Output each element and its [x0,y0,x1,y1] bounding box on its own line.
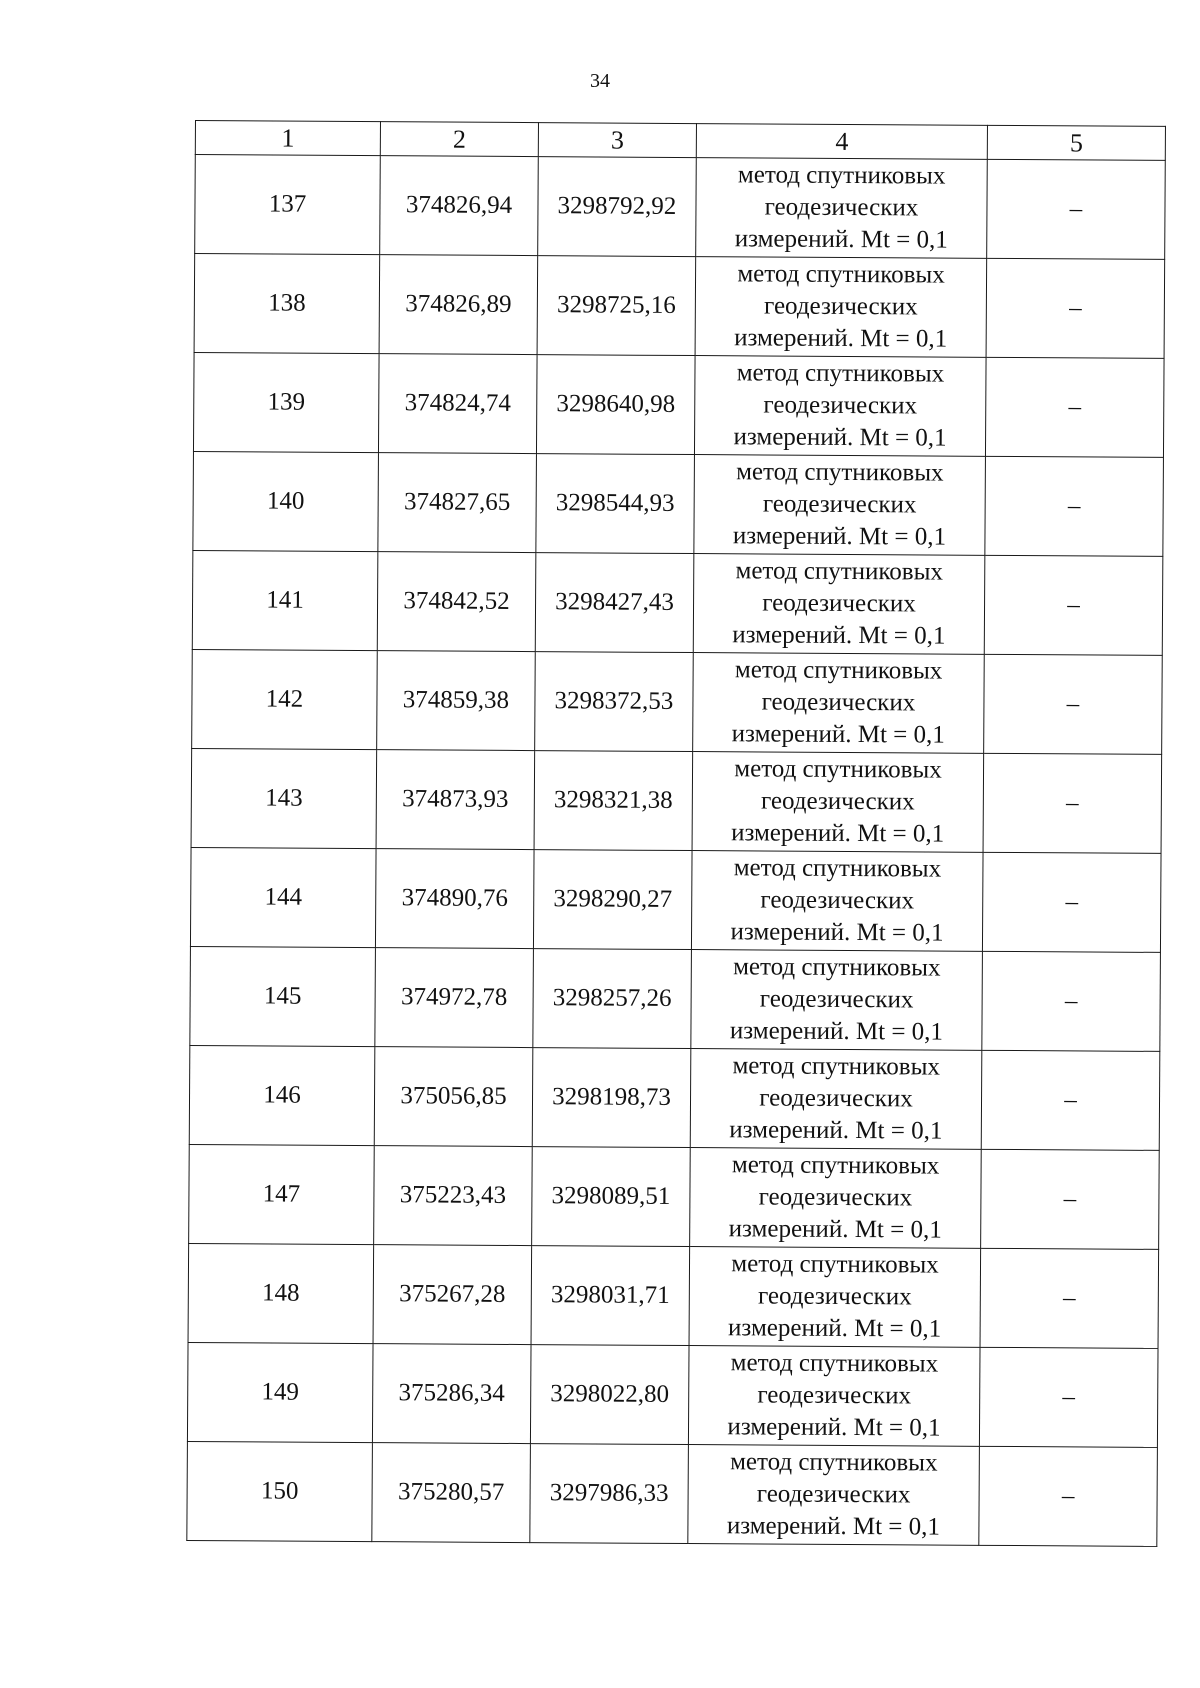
method-line: геодезических [756,1480,911,1509]
method-line: измерений. Mt = 0,1 [733,423,947,452]
table-row [193,352,1164,457]
y-coordinate-cell: 3298427,43 [535,553,694,653]
method-cell [688,1445,980,1546]
description-dash-cell: – [987,159,1166,259]
y-coordinate-cell: 3298372,53 [535,652,694,752]
table-row [193,451,1164,556]
method-cell [693,554,985,655]
method-line: метод спутниковых [734,755,942,784]
method-cell [689,1247,981,1348]
table-row [190,847,1161,952]
method-line: геодезических [762,490,917,519]
point-number-cell: 142 [192,649,378,749]
description-dash-cell: – [984,654,1163,754]
description-dash-cell: – [983,753,1162,853]
method-cell [693,653,985,754]
method-line: измерений. Mt = 0,1 [727,1413,941,1442]
table-row [192,649,1163,754]
method-line: метод спутниковых [731,1250,939,1279]
method-line: метод спутниковых [736,359,945,388]
method-line: метод спутниковых [733,953,941,982]
description-dash-cell: – [985,456,1164,556]
page-number: 34 [590,70,610,92]
method-cell [688,1346,980,1447]
table-row [187,1441,1158,1546]
method-line: измерений. Mt = 0,1 [730,918,944,947]
point-number-cell: 144 [190,847,376,947]
point-number-cell: 141 [192,550,378,650]
method-cell [690,1049,982,1150]
point-number-cell: 138 [194,254,380,354]
method-line: измерений. Mt = 0,1 [732,522,947,551]
method-line: геодезических [759,1084,913,1113]
method-line: геодезических [758,1183,913,1212]
method-line: геодезических [760,787,915,816]
method-line: геодезических [759,985,914,1014]
column-header: 2 [380,122,538,157]
description-dash-cell: – [982,852,1161,952]
x-coordinate-cell: 374842,52 [377,552,536,652]
description-dash-cell: – [982,951,1161,1051]
method-line: измерений. Mt = 0,1 [726,1512,941,1541]
method-cell [691,851,983,952]
table-row [187,1342,1158,1447]
y-coordinate-cell: 3298198,73 [532,1048,691,1148]
y-coordinate-cell: 3298725,16 [537,256,696,356]
method-line: геодезических [760,886,915,915]
y-coordinate-cell: 3298031,71 [531,1246,690,1346]
y-coordinate-cell: 3298257,26 [533,949,692,1049]
x-coordinate-cell: 374890,76 [375,849,534,949]
x-coordinate-cell: 375223,43 [374,1146,533,1246]
table-row [190,946,1161,1051]
x-coordinate-cell: 375280,57 [372,1443,531,1543]
point-number-cell: 147 [189,1144,375,1244]
method-cell [694,455,986,556]
method-line: метод спутниковых [737,260,945,289]
x-coordinate-cell: 375056,85 [374,1047,533,1147]
y-coordinate-cell: 3298022,80 [530,1345,689,1445]
method-line: измерений. Mt = 0,1 [728,1215,942,1244]
method-line: измерений. Mt = 0,1 [729,1017,944,1046]
method-line: метод спутниковых [736,458,944,487]
method-line: геодезических [763,391,918,420]
point-number-cell: 148 [188,1243,374,1343]
method-cell [692,752,984,853]
table-row [195,155,1166,260]
y-coordinate-cell: 3298321,38 [534,751,693,851]
method-line: геодезических [764,193,919,222]
method-line: измерений. Mt = 0,1 [729,1116,943,1145]
point-number-cell: 143 [191,748,377,848]
description-dash-cell: – [979,1446,1158,1546]
column-header: 4 [696,124,987,160]
x-coordinate-cell: 374826,89 [379,255,538,355]
column-header: 1 [195,121,380,156]
column-header: 5 [987,125,1165,160]
point-number-cell: 146 [189,1045,375,1145]
method-cell [694,356,986,457]
table-row [189,1144,1160,1249]
method-line: метод спутниковых [733,854,942,883]
x-coordinate-cell: 374824,74 [378,354,537,454]
x-coordinate-cell: 374873,93 [376,750,535,850]
method-line: метод спутниковых [730,1448,938,1477]
description-dash-cell: – [984,555,1163,655]
method-line: измерений. Mt = 0,1 [731,819,945,848]
y-coordinate-cell: 3298544,93 [536,454,695,554]
method-line: метод спутниковых [737,161,946,190]
method-line: метод спутниковых [730,1349,939,1378]
method-cell [696,158,988,259]
method-line: метод спутниковых [732,1052,941,1081]
point-number-cell: 137 [195,155,381,255]
method-line: геодезических [757,1381,912,1410]
y-coordinate-cell: 3298640,98 [536,355,695,455]
method-line: измерений. Mt = 0,1 [728,1314,942,1343]
point-number-cell: 140 [193,451,379,551]
point-number-cell: 139 [193,352,379,452]
table-body [187,155,1165,1547]
method-line: геодезических [761,688,916,717]
method-line: измерений. Mt = 0,1 [731,720,945,749]
method-cell [690,1148,982,1249]
y-coordinate-cell: 3298089,51 [532,1147,691,1247]
method-line: измерений. Mt = 0,1 [732,621,946,650]
table-row [188,1243,1159,1348]
method-line: геодезических [757,1282,912,1311]
x-coordinate-cell: 374859,38 [377,651,536,751]
method-line: метод спутниковых [734,656,943,685]
x-coordinate-cell: 374972,78 [375,948,534,1048]
description-dash-cell: – [981,1149,1160,1249]
x-coordinate-cell: 374827,65 [378,453,537,553]
table-row [189,1045,1160,1150]
method-line: геодезических [762,589,916,618]
x-coordinate-cell: 375286,34 [372,1344,531,1444]
table-row [194,254,1165,359]
point-number-cell: 145 [190,946,376,1046]
table-row [192,550,1163,655]
method-line: измерений. Mt = 0,1 [734,225,948,254]
method-line: геодезических [763,292,918,321]
description-dash-cell: – [980,1248,1159,1348]
point-number-cell: 150 [187,1441,373,1541]
description-dash-cell: – [986,258,1165,358]
x-coordinate-cell: 375267,28 [373,1245,532,1345]
description-dash-cell: – [985,357,1164,457]
method-line: метод спутниковых [731,1151,940,1180]
method-cell [691,950,983,1051]
x-coordinate-cell: 374826,94 [380,156,539,256]
coordinates-table [186,120,1166,1547]
method-line: метод спутниковых [735,557,944,586]
table-row [191,748,1162,853]
y-coordinate-cell: 3297986,33 [530,1444,689,1544]
y-coordinate-cell: 3298792,92 [538,157,697,257]
point-number-cell: 149 [187,1342,373,1442]
method-line: измерений. Mt = 0,1 [734,324,948,353]
y-coordinate-cell: 3298290,27 [533,850,692,950]
description-dash-cell: – [981,1050,1160,1150]
method-cell [695,257,987,358]
description-dash-cell: – [979,1347,1158,1447]
column-header: 3 [538,123,696,158]
